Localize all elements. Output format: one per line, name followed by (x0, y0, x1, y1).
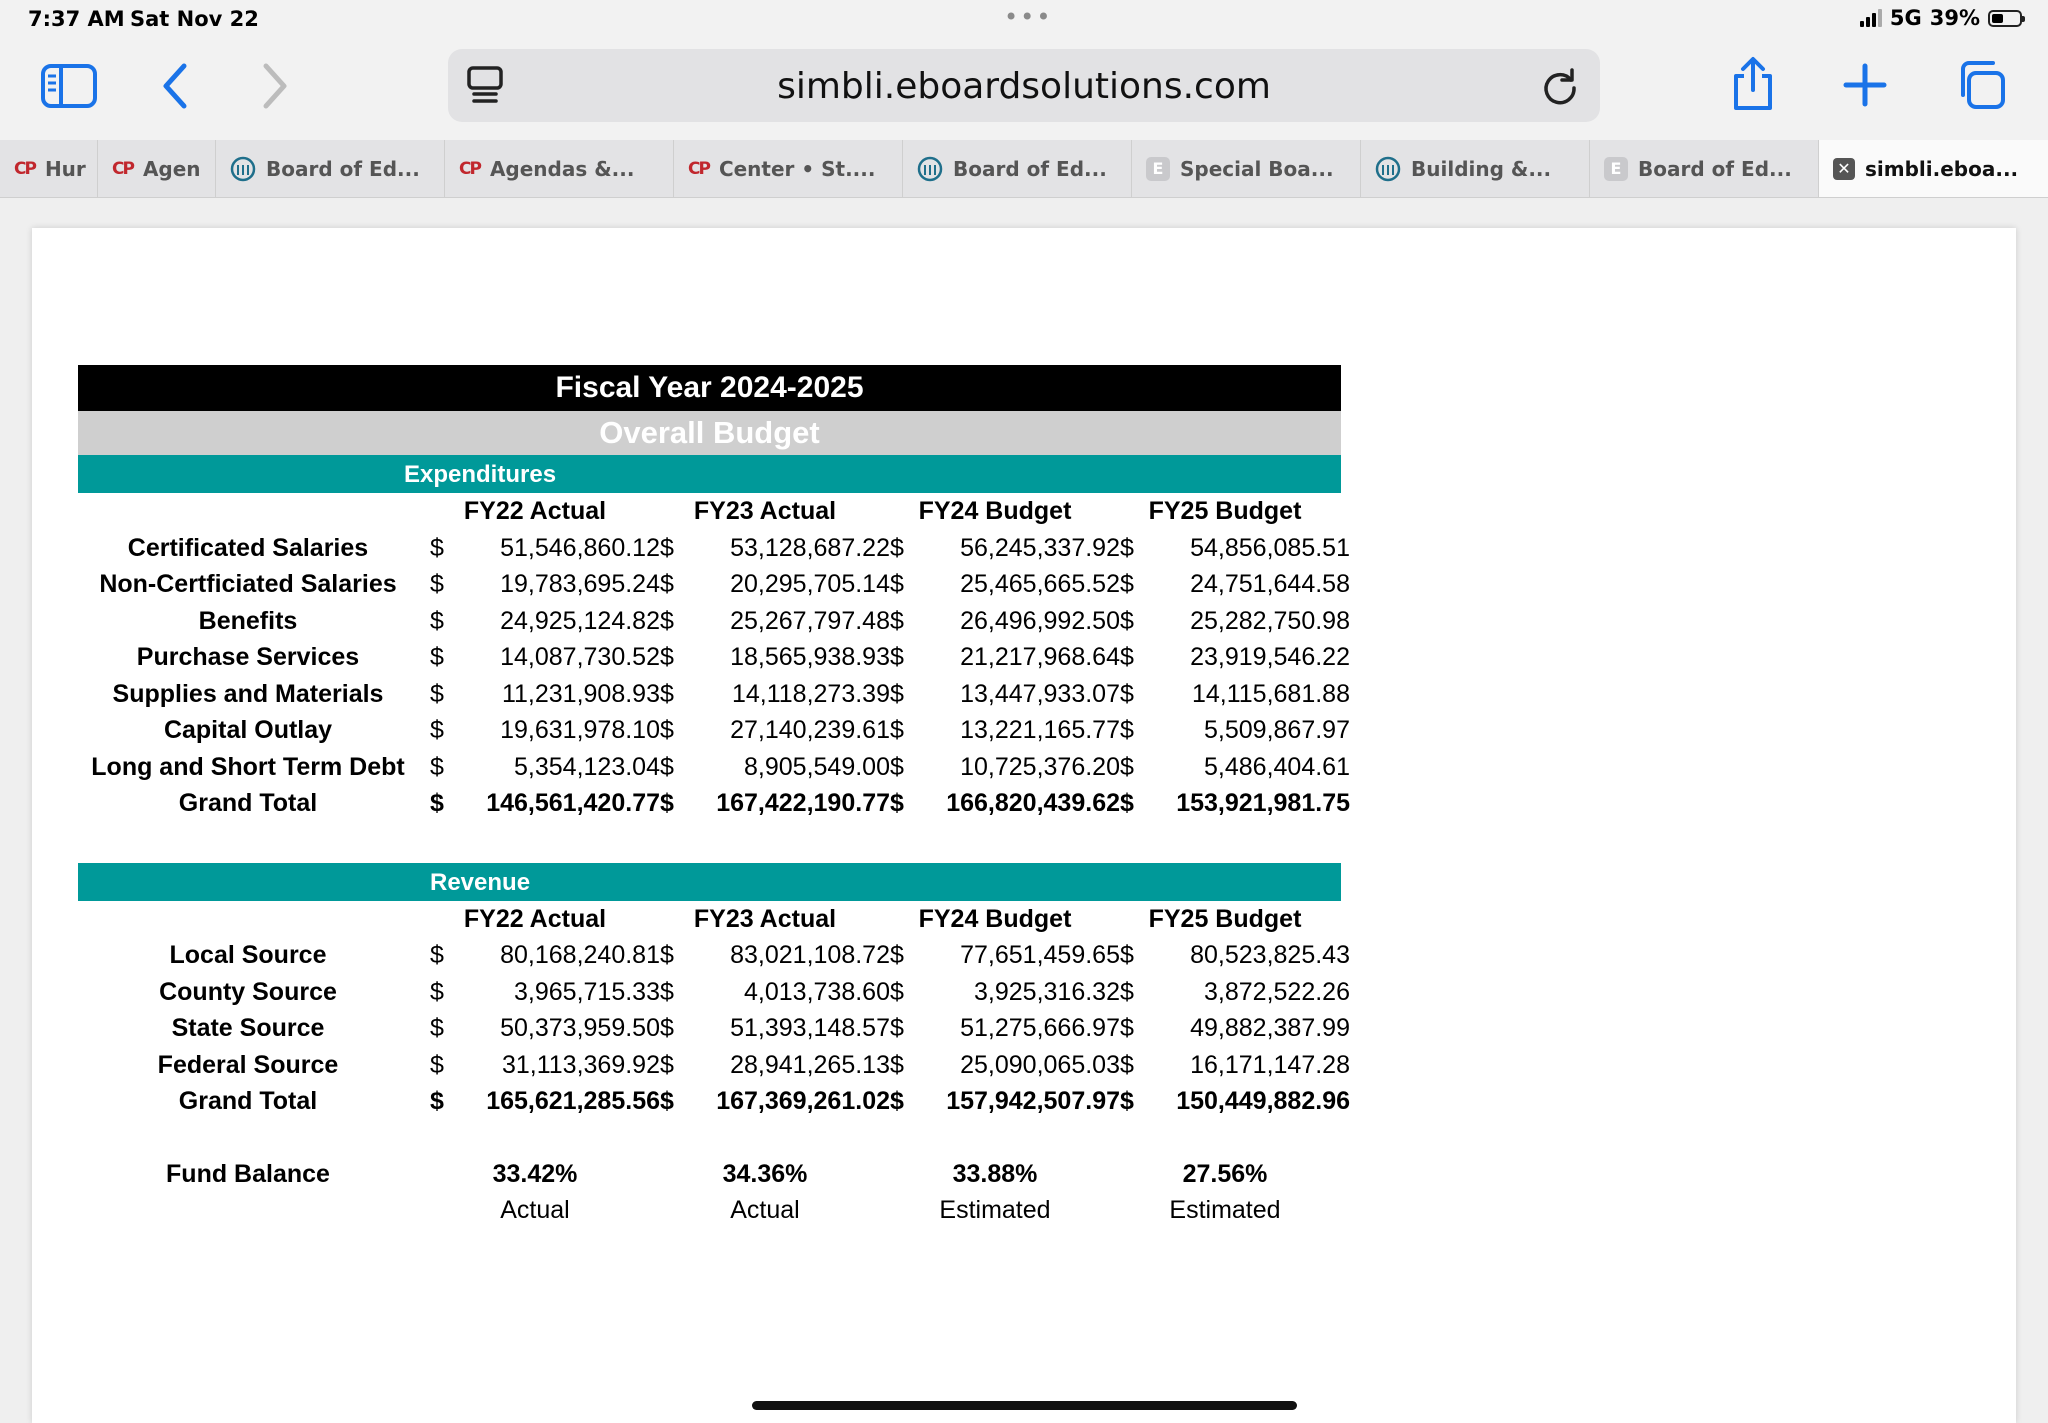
table-row (78, 676, 1350, 713)
currency-symbol: $ (1120, 1014, 1134, 1042)
tab-building[interactable] (1361, 140, 1590, 197)
amount-value: 54,856,085.51 (1190, 533, 1350, 562)
amount-value: 23,919,546.22 (1190, 643, 1350, 671)
tab-label: Board of Ed... (953, 156, 1107, 181)
currency-symbol: $ (890, 752, 904, 781)
currency-symbol: $ (430, 533, 444, 562)
currency-symbol: $ (430, 977, 444, 1006)
currency-symbol: $ (1120, 977, 1134, 1006)
column-header: FY24 Budget (918, 497, 1072, 525)
currency-symbol: $ (1120, 643, 1134, 671)
amount-value: 13,221,165.77 (960, 716, 1120, 744)
tab-label: simbli.eboa... (1865, 156, 2019, 181)
amount-value: 11,231,908.93 (501, 679, 660, 708)
currency-symbol: $ (430, 643, 444, 671)
revenue-heading: Revenue (430, 868, 531, 896)
tab-hur[interactable] (0, 140, 98, 197)
currency-symbol: $ (430, 1087, 444, 1115)
share-icon[interactable] (1728, 54, 1778, 114)
currency-symbol: $ (660, 679, 674, 708)
currency-symbol: $ (890, 977, 904, 1006)
amount-value: 51,546,860.12 (500, 533, 660, 562)
table-row (78, 1047, 1350, 1084)
currency-symbol: $ (1120, 1087, 1134, 1115)
network-type: 5G (1889, 6, 1922, 30)
new-tab-icon[interactable] (1840, 60, 1890, 110)
fund-balance-value: 34.36% (722, 1159, 808, 1188)
expenditures-column-headers (78, 493, 1341, 530)
table-row (78, 639, 1350, 676)
row-label: Certificated Salaries (127, 533, 369, 562)
amount-value: 83,021,108.72 (730, 941, 890, 969)
amount-value: 56,245,337.92 (960, 533, 1120, 562)
column-header: FY22 Actual (463, 904, 607, 933)
revenue-header (78, 863, 1341, 901)
amount-value: 31,113,369.92 (501, 1050, 660, 1079)
column-header: FY24 Budget (918, 904, 1072, 933)
amount-value: 25,465,665.52 (960, 570, 1120, 598)
tab-label: Agen (142, 156, 201, 181)
row-label: Federal Source (157, 1050, 339, 1079)
currency-symbol: $ (890, 570, 904, 598)
amount-value: 26,496,992.50 (960, 606, 1120, 635)
pillar-logo-icon (917, 156, 943, 182)
status-date: Sat Nov 22 (130, 7, 259, 31)
row-label: County Source (159, 977, 337, 1006)
currency-symbol: $ (660, 977, 674, 1006)
table-row (78, 937, 1350, 974)
amount-value: 14,118,273.39 (731, 679, 890, 708)
currency-symbol: $ (1120, 606, 1134, 635)
currency-symbol: $ (890, 1014, 904, 1042)
expenditures-rows (78, 530, 1350, 822)
currency-symbol: $ (660, 789, 674, 817)
currency-symbol: $ (430, 1014, 444, 1042)
row-label: Local Source (169, 941, 327, 969)
amount-value: 80,523,825.43 (1190, 941, 1350, 969)
row-label: State Source (171, 1014, 325, 1042)
close-tab-icon[interactable]: ✕ (1833, 158, 1855, 180)
tab-special-board[interactable] (1132, 140, 1361, 197)
amount-value: 24,751,644.58 (1190, 570, 1350, 598)
battery-percent: 39% (1929, 6, 1980, 30)
amount-value: 50,373,959.50 (500, 1014, 660, 1042)
tab-center[interactable] (674, 140, 903, 197)
url-text: simbli.eboardsolutions.com (777, 66, 1271, 107)
tab-label: Board of Ed... (266, 156, 420, 181)
fund-balance-note: Actual (730, 1196, 800, 1224)
amount-value: 19,783,695.24 (500, 570, 660, 598)
browser-toolbar (0, 40, 2048, 140)
amount-value: 49,882,387.99 (1190, 1014, 1350, 1042)
expenditures-heading: Expenditures (404, 461, 557, 488)
amount-value: 21,217,968.64 (960, 643, 1120, 671)
amount-value: 3,965,715.33 (514, 977, 660, 1006)
e-letter-icon: E (1146, 157, 1170, 181)
cellular-signal-icon (1860, 9, 1882, 27)
currency-symbol: $ (1120, 1050, 1134, 1079)
amount-value: 5,509,867.97 (1204, 716, 1350, 744)
fund-balance-notes-row (78, 1192, 1341, 1229)
tab-label: Center • St.... (718, 156, 876, 181)
currency-symbol: $ (660, 941, 674, 969)
amount-value: 3,925,316.32 (974, 977, 1120, 1006)
revenue-column-headers (78, 901, 1341, 938)
amount-value: 20,295,705.14 (730, 570, 890, 598)
tab-label: Board of Ed... (1638, 156, 1792, 181)
currency-symbol: $ (1120, 752, 1134, 781)
currency-symbol: $ (890, 606, 904, 635)
row-label: Grand Total (178, 1087, 318, 1115)
back-icon[interactable] (150, 60, 200, 112)
amount-value: 167,369,261.02 (716, 1087, 890, 1115)
currency-symbol: $ (1120, 533, 1134, 562)
fund-balance-note: Estimated (1169, 1196, 1281, 1224)
currency-symbol: $ (430, 941, 444, 969)
tab-bar (0, 140, 2048, 198)
currency-symbol: $ (890, 1050, 904, 1079)
table-row (78, 530, 1350, 567)
row-label: Benefits (198, 606, 298, 635)
battery-icon (1988, 10, 2022, 27)
amount-value: 165,621,285.56 (486, 1087, 660, 1115)
status-bar (0, 0, 2048, 40)
tab-agendas[interactable] (445, 140, 674, 197)
document-subtitle: Overall Budget (78, 411, 1341, 455)
currency-symbol: $ (890, 941, 904, 969)
amount-value: 146,561,420.77 (486, 789, 660, 817)
forward-icon[interactable] (250, 60, 300, 112)
column-header: FY23 Actual (693, 497, 837, 525)
currency-symbol: $ (430, 606, 444, 635)
amount-value: 16,171,147.28 (1190, 1050, 1350, 1079)
currency-symbol: $ (660, 752, 674, 781)
row-label: Non-Certficiated Salaries (99, 570, 397, 598)
status-time: 7:37 AM (28, 7, 125, 31)
column-header: FY23 Actual (693, 904, 837, 933)
amount-value: 150,449,882.96 (1176, 1087, 1350, 1115)
currency-symbol: $ (890, 533, 904, 562)
pillar-logo-icon (1375, 156, 1401, 182)
amount-value: 167,422,190.77 (716, 789, 890, 817)
currency-symbol: $ (660, 716, 674, 744)
expenditures-header (78, 455, 1341, 493)
currency-symbol: $ (430, 1050, 444, 1079)
tab-board-of-ed-3[interactable] (1590, 140, 1819, 197)
tab-label: Special Boa... (1180, 156, 1334, 181)
column-header: FY25 Budget (1148, 497, 1302, 525)
currency-symbol: $ (430, 789, 444, 817)
fund-balance-row (78, 1156, 1341, 1193)
currency-symbol: $ (1120, 789, 1134, 817)
amount-value: 51,275,666.97 (960, 1014, 1120, 1042)
tab-label: Agendas &... (489, 156, 635, 181)
amount-value: 14,087,730.52 (500, 643, 660, 671)
currency-symbol: $ (890, 789, 904, 817)
currency-symbol: $ (890, 716, 904, 744)
home-indicator[interactable] (752, 1401, 1297, 1410)
currency-symbol: $ (430, 752, 444, 781)
table-row (78, 603, 1350, 640)
currency-symbol: $ (660, 606, 674, 635)
amount-value: 166,820,439.62 (946, 789, 1120, 817)
table-row (78, 712, 1350, 749)
amount-value: 51,393,148.57 (730, 1014, 890, 1042)
currency-symbol: $ (890, 1087, 904, 1115)
multitasking-dots-icon[interactable]: ••• (1004, 3, 1053, 31)
currency-symbol: $ (890, 643, 904, 671)
tab-simbli-active[interactable] (1819, 140, 2048, 197)
table-row (78, 1010, 1350, 1047)
amount-value: 80,168,240.81 (500, 941, 660, 969)
row-label: Supplies and Materials (112, 679, 384, 708)
currency-symbol: $ (430, 679, 444, 708)
amount-value: 4,013,738.60 (744, 977, 890, 1006)
currency-symbol: $ (430, 716, 444, 744)
currency-symbol: $ (1120, 716, 1134, 744)
amount-value: 77,651,459.65 (960, 941, 1120, 969)
fund-balance-value: 33.42% (492, 1159, 578, 1188)
currency-symbol: $ (1120, 570, 1134, 598)
fund-balance-value: 27.56% (1182, 1159, 1268, 1188)
currency-symbol: $ (660, 1014, 674, 1042)
tab-label: Hur (44, 156, 86, 181)
currency-symbol: $ (660, 1087, 674, 1115)
column-header: FY25 Budget (1148, 904, 1302, 933)
currency-symbol: $ (660, 643, 674, 671)
tab-board-of-ed-2[interactable] (903, 140, 1132, 197)
amount-value: 3,872,522.26 (1204, 977, 1350, 1006)
currency-symbol: $ (660, 533, 674, 562)
grand-total-row (78, 785, 1350, 822)
row-label: Long and Short Term Debt (91, 752, 405, 781)
amount-value: 28,941,265.13 (730, 1050, 890, 1079)
document-title: Fiscal Year 2024-2025 (78, 365, 1341, 411)
amount-value: 24,925,124.82 (500, 606, 660, 635)
amount-value: 14,115,681.88 (1191, 679, 1350, 708)
amount-value: 53,128,687.22 (730, 533, 890, 562)
amount-value: 5,354,123.04 (514, 752, 660, 781)
address-bar[interactable] (448, 49, 1600, 122)
table-row (78, 749, 1350, 786)
fund-balance-value: 33.88% (952, 1159, 1038, 1188)
pillar-logo-icon (230, 156, 256, 182)
row-label: Capital Outlay (163, 716, 333, 744)
amount-value: 25,267,797.48 (730, 606, 890, 635)
currency-symbol: $ (660, 1050, 674, 1079)
tab-label: Building &... (1411, 156, 1552, 181)
fund-balance-note: Actual (500, 1196, 570, 1224)
currency-symbol: $ (660, 570, 674, 598)
budget-document (78, 365, 1350, 1229)
fund-balance-label: Fund Balance (166, 1159, 330, 1188)
amount-value: 13,447,933.07 (960, 679, 1120, 708)
fund-balance-note: Estimated (939, 1196, 1051, 1224)
amount-value: 157,942,507.97 (946, 1087, 1120, 1115)
currency-symbol: $ (890, 679, 904, 708)
tab-board-of-ed-1[interactable] (216, 140, 445, 197)
cp-logo-icon: CP (112, 158, 133, 179)
table-row (78, 974, 1350, 1011)
currency-symbol: $ (430, 570, 444, 598)
amount-value: 5,486,404.61 (1204, 752, 1350, 781)
amount-value: 8,905,549.00 (744, 752, 890, 781)
reload-icon[interactable] (1540, 66, 1580, 110)
amount-value: 18,565,938.93 (730, 643, 890, 671)
table-row (78, 566, 1350, 603)
amount-value: 27,140,239.61 (730, 716, 890, 744)
amount-value: 10,725,376.20 (960, 752, 1120, 781)
amount-value: 19,631,978.10 (500, 716, 660, 744)
amount-value: 25,090,065.03 (960, 1050, 1120, 1079)
cp-logo-icon: CP (688, 158, 709, 179)
status-indicators (1860, 6, 2022, 30)
cp-logo-icon: CP (14, 158, 35, 179)
revenue-rows (78, 937, 1350, 1120)
column-header: FY22 Actual (463, 497, 607, 525)
currency-symbol: $ (1120, 941, 1134, 969)
grand-total-row (78, 1083, 1350, 1120)
row-label: Grand Total (178, 789, 318, 817)
tab-agen[interactable] (98, 140, 216, 197)
cp-logo-icon: CP (459, 158, 480, 179)
e-letter-icon: E (1604, 157, 1628, 181)
tab-overview-icon[interactable] (1954, 58, 2008, 112)
amount-value: 25,282,750.98 (1190, 606, 1350, 635)
sidebar-toggle-icon[interactable] (38, 60, 100, 112)
row-label: Purchase Services (136, 643, 360, 671)
amount-value: 153,921,981.75 (1176, 789, 1350, 817)
currency-symbol: $ (1120, 679, 1134, 708)
